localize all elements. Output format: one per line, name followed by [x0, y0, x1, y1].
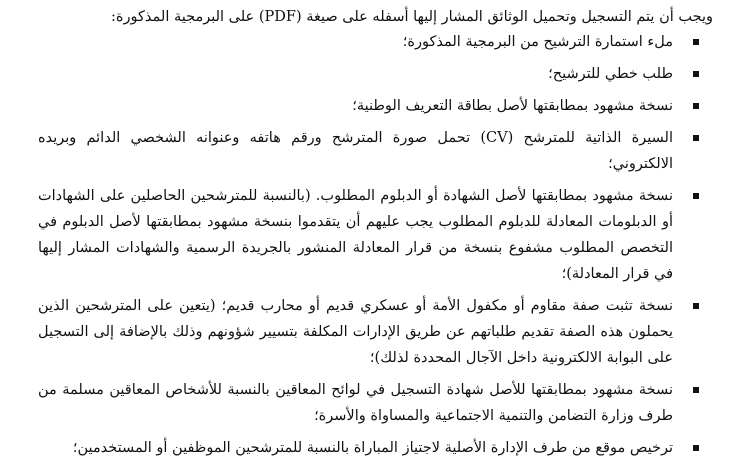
bullet-square-icon [693, 193, 699, 199]
bullet-square-icon [693, 303, 699, 309]
list-item [38, 183, 673, 287]
list-item-text: نسخة تثبت صفة مقاوم أو مكفول الأمة أو عسكري قديم أو محارب قديم؛ (يتعين على المترشحين الذين يحملون هذه الصفة تقديم طلباتهم عن طريق الإدارات المكلفة بتسيير شؤونهم وذلك بالإضافة إلى التسجيل على البوابة الالكترونية داخل الآجال المحددة لذلك)؛ [38, 298, 673, 366]
list-item-text: ملء استمارة الترشيح من البرمجية المذكورة؛ [402, 34, 673, 50]
list-item [38, 125, 673, 177]
list-item-text: طلب خطي للترشيح؛ [548, 66, 673, 82]
list-item [38, 435, 673, 461]
intro-paragraph: ويجب أن يتم التسجيل وتحميل الوثائق المشار إليها أسفله على صيغة (PDF) على البرمجية المذكورة: [111, 9, 713, 25]
list-item [38, 377, 673, 429]
list-item-text: نسخة مشهود بمطابقتها للأصل شهادة التسجيل في لوائح المعاقين بالنسبة للأشخاص المعاقين مسلمة من طرف وزارة التضامن والتنمية الاجتماعية والمساواة والأسرة؛ [38, 382, 673, 424]
list-item-text: ترخيص موقع من طرف الإدارة الأصلية لاجتياز المباراة بالنسبة للمترشحين الموظفين أو المستخدمين؛ [72, 440, 673, 456]
list-item [38, 29, 673, 55]
required-documents-list [38, 29, 673, 461]
bullet-square-icon [693, 71, 699, 77]
bullet-square-icon [693, 39, 699, 45]
list-item [38, 293, 673, 371]
list-item-text: نسخة مشهود بمطابقتها لأصل بطاقة التعريف الوطنية؛ [352, 98, 673, 114]
list-item [38, 61, 673, 87]
list-item-text: نسخة مشهود بمطابقتها لأصل الشهادة أو الدبلوم المطلوب. (بالنسبة للمترشحين الحاصلين على الشهادات أو الدبلومات المعادلة للدبلوم المطلوب يجب عليهم أن يتقدموا بنسخة مشهود بمطابقتها لأصل الدبلوم في التخصص المطلوب مشفوع بنسخة من قرار المعادلة المنشور بالجريدة الرسمية والشهادات المشار إليها في قرار المعادلة)؛ [38, 188, 673, 282]
list-item [38, 93, 673, 119]
bullet-square-icon [693, 135, 699, 141]
bullet-square-icon [693, 445, 699, 451]
bullet-square-icon [693, 103, 699, 109]
list-item-text: السيرة الذاتية للمترشح (CV) تحمل صورة المترشح ورقم هاتفه وعنوانه الشخصي الدائم وبريده الالكتروني؛ [38, 130, 673, 172]
bullet-square-icon [693, 387, 699, 393]
